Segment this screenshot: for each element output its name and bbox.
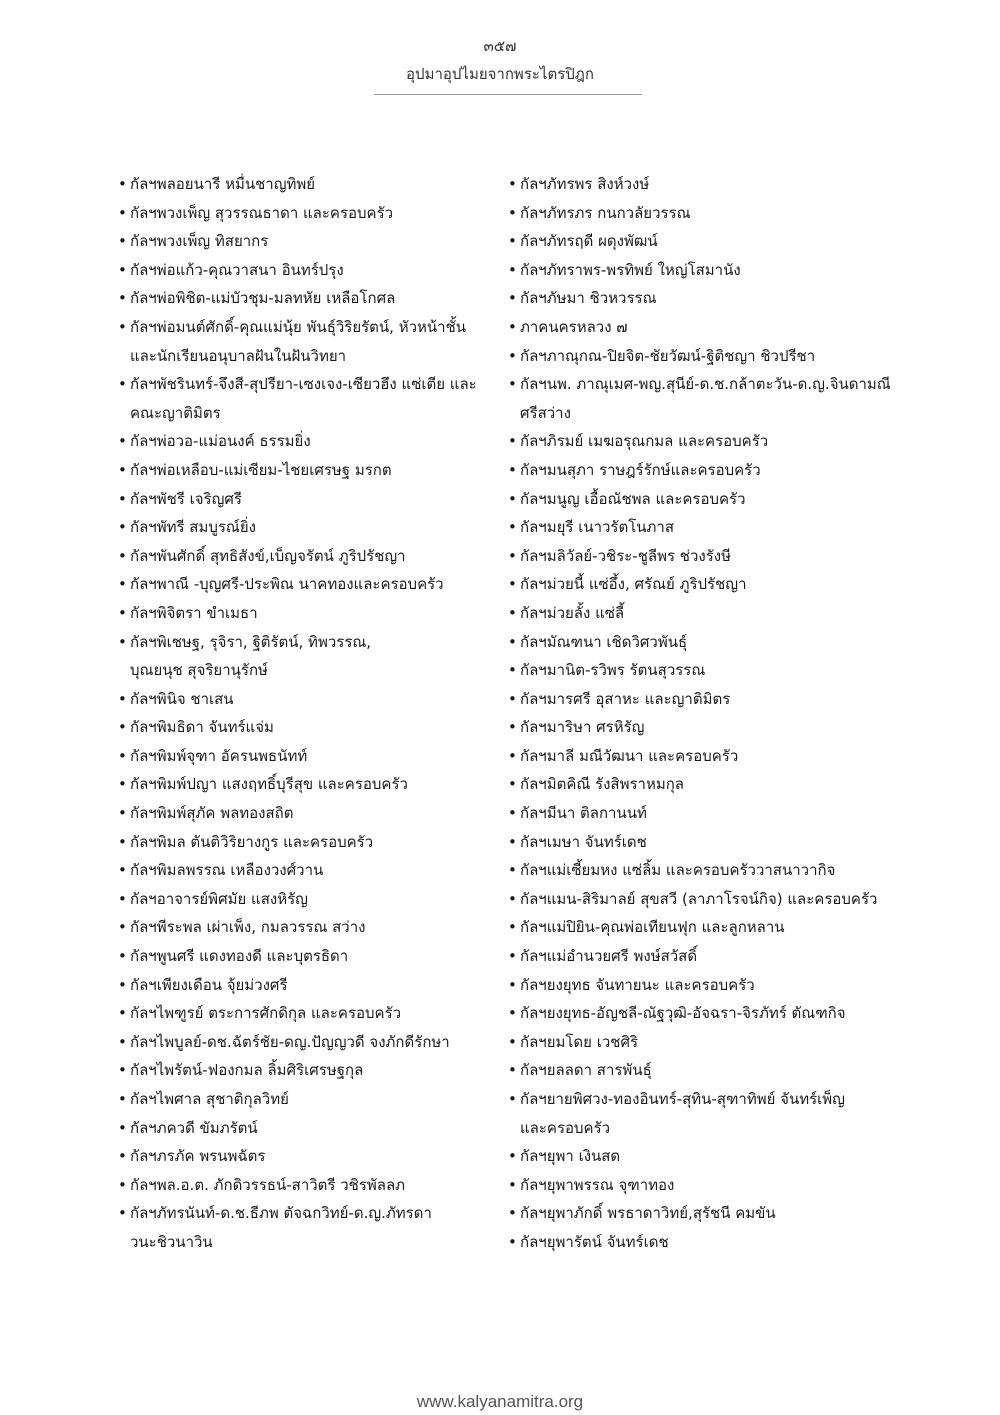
list-item: • กัลฯไพรัตน์-ฟองกมล ลิ้มศิริเศรษฐกุล bbox=[118, 1056, 490, 1085]
list-item: • กัลฯพิมพ์จุฑา อัครนพธนัทท์ bbox=[118, 742, 490, 771]
list-item: • กัลฯพ่อเหลือบ-แม่เซียม-ไชยเศรษฐ มรกต bbox=[118, 456, 490, 485]
list-item: • กัลฯพูนศรี แดงทองดี และบุตรธิดา bbox=[118, 942, 490, 971]
list-item: • กัลฯมัณฑนา เชิดวิศวพันธุ์ bbox=[508, 628, 888, 657]
list-item: • กัลฯพ่อแก้ว-คุณวาสนา อินทร์ปรุง bbox=[118, 256, 490, 285]
list-item: • กัลฯพีระพล เผ่าเพ็ง, กมลวรรณ สว่าง bbox=[118, 913, 490, 942]
list-item: • กัลฯยงยุทธ จันทายนะ และครอบครัว bbox=[508, 971, 888, 1000]
list-item: • กัลฯยุพาพรรณ จุฑาทอง bbox=[508, 1171, 888, 1200]
list-item: • กัลฯภัทราพร-พรทิพย์ ใหญ่โสมานัง bbox=[508, 256, 888, 285]
list-item: • กัลฯมยุรี เนาวรัตโนภาส bbox=[508, 513, 888, 542]
page-number: ๓๕๗ bbox=[483, 37, 517, 55]
list-item: • กัลฯภัทรฤดี ผดุงพัฒน์ bbox=[508, 227, 888, 256]
list-item: • กัลฯพิมล ตันติวิริยางกูร และครอบครัว bbox=[118, 828, 490, 857]
list-item: • กัลฯพัทรี สมบูรณ์ยิ่ง bbox=[118, 513, 490, 542]
list-item: • กัลฯพิจิตรา ขำเมธา bbox=[118, 599, 490, 628]
list-item: • กัลฯพินิจ ชาเสน bbox=[118, 685, 490, 714]
list-item-continuation: บุณยนุช สุจริยานุรักษ์ bbox=[130, 661, 268, 680]
list-item: • กัลฯแม่เซี้ยมหง แซ่ลิ้ม และครอบครัววาสนาวากิจ bbox=[508, 856, 888, 885]
list-item: • กัลฯแม่อำนวยศรี พงษ์สวัสดิ์ bbox=[508, 942, 888, 971]
list-item: • กัลฯมนสุภา ราษฎร์รักษ์และครอบครัว bbox=[508, 456, 888, 485]
list-item: • กัลฯไพศาล สุชาติกุลวิทย์ bbox=[118, 1085, 490, 1114]
right-column-list bbox=[508, 170, 891, 1257]
list-item: • กัลฯภัษมา ชิวหวรรณ bbox=[508, 284, 888, 313]
footer-url: www.kalyanamitra.org bbox=[416, 1392, 584, 1411]
list-item-continuation: ศรีสว่าง bbox=[520, 403, 571, 422]
list-item: • กัลฯไพบูลย์-ดช.ฉัตร์ชัย-ดญ.ปัญญวดี จงภักดีรักษา bbox=[118, 1028, 490, 1057]
list-item: • กัลฯพาณี -บุญศรี-ประพิณ นาคทองและครอบครัว bbox=[118, 570, 490, 599]
list-item: • กัลฯแม่ปิยิน-คุณพ่อเทียนฟุก และลูกหลาน bbox=[508, 913, 888, 942]
list-item: • กัลฯพันศักดิ์ สุทธิสังข์,เบ็ญจรัตน์ ภูริปรัชญา bbox=[118, 542, 490, 571]
list-item-continuation: วนะชิวนาวิน bbox=[130, 1232, 213, 1251]
list-item: • กัลฯภควดี ขัมภรัตน์ bbox=[118, 1114, 490, 1143]
list-item: • กัลฯมลิวัลย์-วชิระ-ชูลีพร ช่วงรังษี bbox=[508, 542, 888, 571]
list-item: • กัลฯเมษา จันทร์เดช bbox=[508, 828, 888, 857]
list-item: • กัลฯพิเชษฐ, รุจิรา, ฐิติรัตน์, ทิพวรรณ, bbox=[118, 628, 490, 657]
list-item: • กัลฯมารศรี อุสาหะ และญาติมิตร bbox=[508, 685, 888, 714]
list-item: • กัลฯภาณุกณ-ปิยจิต-ชัยวัฒน์-ฐิติชญา ชิวปรีชา bbox=[508, 342, 888, 371]
list-item: • กัลฯภัทรนันท์-ด.ช.ธีภพ ตัจฉกวิทย์-ด.ญ.ภัทรดา bbox=[118, 1199, 490, 1228]
list-item: • ภาคนครหลวง ๗ bbox=[508, 313, 888, 342]
list-item: • กัลฯไพฑูรย์ ตระการศักดิกุล และครอบครัว bbox=[118, 999, 490, 1028]
list-item: • กัลฯพิมลพรรณ เหลืองวงศ์วาน bbox=[118, 856, 490, 885]
list-item: • กัลฯมาริษา ศรหิรัญ bbox=[508, 713, 888, 742]
list-item: • กัลฯภัทรภร กนกวลัยวรรณ bbox=[508, 199, 888, 228]
list-item: • กัลฯยายพิศวง-ทองอินทร์-สุทิน-สุฑาทิพย์ จันทร์เพ็ญ bbox=[508, 1085, 888, 1114]
list-item: • กัลฯพิมพ์สุภัค พลทองสถิต bbox=[118, 799, 490, 828]
list-item: • กัลฯยมโดย เวชศิริ bbox=[508, 1028, 888, 1057]
list-item: • กัลฯพล.อ.ต. ภักดิวรรธน์-สาวิตรี วชิรพัลลภ bbox=[118, 1171, 490, 1200]
list-item: • กัลฯพัชรินทร์-จึงสี-สุปรียา-เซงเจง-เซียวฮึง แซ่เตีย และ bbox=[118, 370, 490, 399]
list-item: • กัลฯมนูญ เอื้อณัชพล และครอบครัว bbox=[508, 485, 888, 514]
list-item: • กัลฯพิมธิดา จันทร์แจ่ม bbox=[118, 713, 490, 742]
list-item: • กัลฯพ่อมนต์ศักดิ์-คุณแม่นุ้ย พันธุ์วิริยรัตน์, หัวหน้าชั้น bbox=[118, 313, 490, 342]
list-item: • กัลฯมาลี มณีวัฒนา และครอบครัว bbox=[508, 742, 888, 771]
list-item: • กัลฯยุพาภักดิ์ พรธาดาวิทย์,สุรัชนี คมขัน bbox=[508, 1199, 888, 1228]
list-item-continuation: และครอบครัว bbox=[520, 1118, 611, 1137]
list-item: • กัลฯเพียงเดือน จุ้ยม่วงศรี bbox=[118, 971, 490, 1000]
list-item: • กัลฯนพ. ภาณุเมศ-พญ.สุนีย์-ด.ช.กล้าตะวัน-ด.ญ.จินดามณี bbox=[508, 370, 888, 399]
left-column-list bbox=[118, 170, 490, 1257]
list-item: • กัลฯม่วยลั้ง แซ่ลี้ bbox=[508, 599, 888, 628]
list-item: • กัลฯพิมพ์ปญา แสงฤทธิ์บุรีสุข และครอบครัว bbox=[118, 770, 490, 799]
list-item: • กัลฯยลลดา สารพันธุ์ bbox=[508, 1056, 888, 1085]
list-item: • กัลฯม่วยนี้ แซ่อึ้ง, ศรัณย์ ภูริปรัชญา bbox=[508, 570, 888, 599]
list-item: • กัลฯยุพารัตน์ จันทร์เดช bbox=[508, 1228, 888, 1257]
header-divider bbox=[374, 94, 642, 95]
list-item: • กัลฯภิรมย์ เมฆอรุณกมล และครอบครัว bbox=[508, 427, 888, 456]
list-item: • กัลฯพ่อวอ-แม่อนงค์ ธรรมยิ่ง bbox=[118, 427, 490, 456]
list-item: • กัลฯภรภัค พรนพฉัตร bbox=[118, 1142, 490, 1171]
list-item: • กัลฯพวงเพ็ญ สุวรรณธาดา และครอบครัว bbox=[118, 199, 490, 228]
list-item: • กัลฯยงยุทธ-อัญชลี-ณัฐวุฒิ-อัจฉรา-จิรภัทร์ ตัณฑกิจ bbox=[508, 999, 888, 1028]
list-item: • กัลฯพ่อพิชิต-แม่บัวชุม-มลทหัย เหลือโกศล bbox=[118, 284, 490, 313]
list-item: • กัลฯยุพา เงินสด bbox=[508, 1142, 888, 1171]
list-item: • กัลฯอาจารย์พิศมัย แสงหิรัญ bbox=[118, 885, 490, 914]
list-item: • กัลฯพัชรี เจริญศรี bbox=[118, 485, 490, 514]
list-item: • กัลฯมิตคิณี รังสิพราหมกุล bbox=[508, 770, 888, 799]
list-item: • กัลฯพวงเพ็ญ ทิสยากร bbox=[118, 227, 490, 256]
list-item-continuation: คณะญาติมิตร bbox=[130, 403, 221, 422]
list-item: • กัลฯพลอยนารี หมื่นชาญทิพย์ bbox=[118, 170, 490, 199]
list-item: • กัลฯภัทรพร สิงห์วงษ์ bbox=[508, 170, 888, 199]
list-item: • กัลฯมีนา ติลกานนท์ bbox=[508, 799, 888, 828]
list-item: • กัลฯแมน-สิริมาลย์ สุขสวี (ลาภาโรจน์กิจ) และครอบครัว bbox=[508, 885, 888, 914]
list-item: • กัลฯมานิต-รวิพร รัตนสุวรรณ bbox=[508, 656, 888, 685]
running-title: อุปมาอุปไมยจากพระไตรปิฎก bbox=[406, 65, 594, 83]
list-item-continuation: และนักเรียนอนุบาลฝันในฝันวิทยา bbox=[130, 346, 347, 365]
